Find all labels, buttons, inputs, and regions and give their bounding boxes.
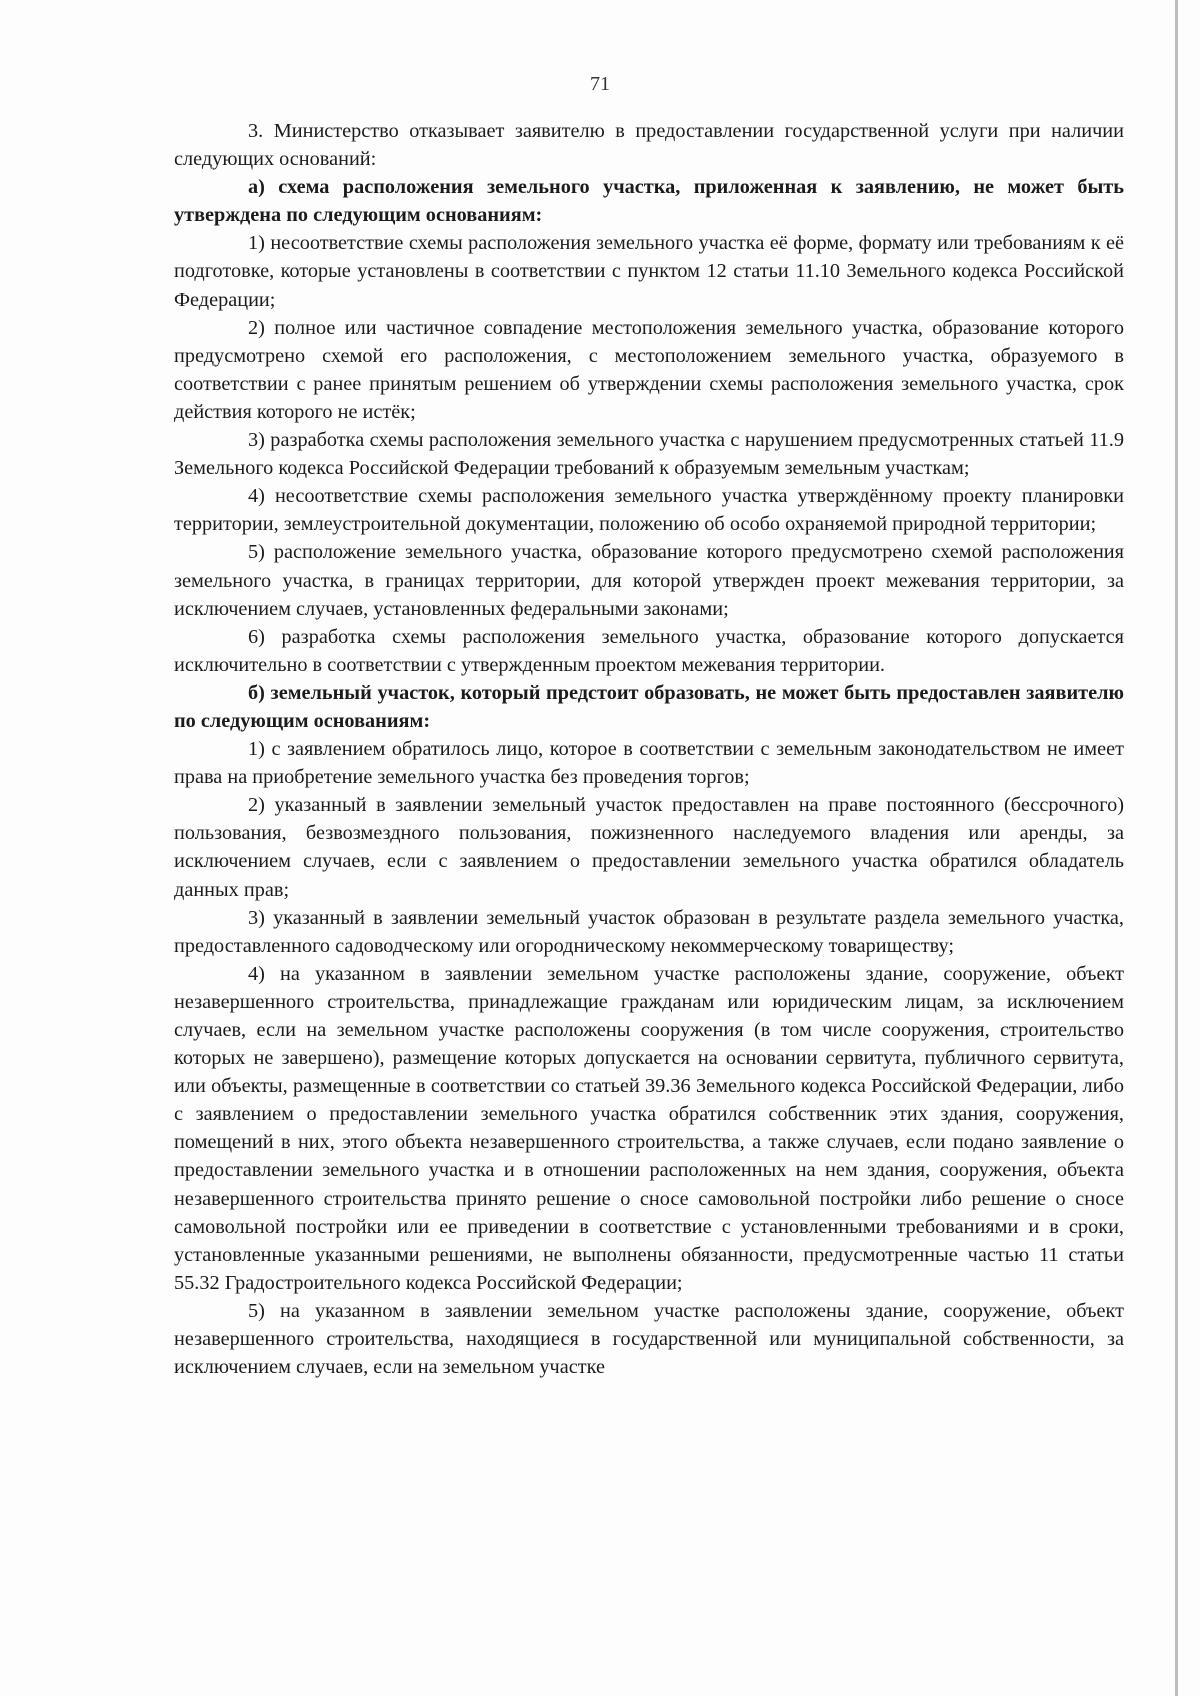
list-item-a-1: 1) несоответствие схемы расположения земельного участка её форме, формату или требованиям к её подготовке, которые установлены в соответствии с пунктом 12 статьи 11.10 Земельного кодекса Российской Федерации;: [174, 232, 1124, 311]
page-edge-shadow: [1175, 0, 1178, 1696]
page-number: 71: [590, 73, 610, 95]
paragraph-intro: 3. Министерство отказывает заявителю в предоставлении государственной услуги при наличии следующих оснований:: [174, 120, 1124, 171]
list-item-a-4: 4) несоответствие схемы расположения земельного участка утверждённому проекту планировки территории, землеустроительной документации, положению об особо охраняемой природной территории;: [174, 485, 1124, 536]
document-body: [174, 117, 1124, 1381]
list-item-b-5: 5) на указанном в заявлении земельном участке расположены здание, сооружение, объект незавершенного строительства, находящиеся в государственной или муниципальной собственности, за исключением случаев, если на земельном участке: [174, 1299, 1124, 1379]
list-item-a-3: 3) разработка схемы расположения земельного участка с нарушением предусмотренных статьей 11.9 Земельного кодекса Российской Федерации требований к образуемым земельным участкам;: [174, 429, 1124, 480]
list-item-a-5: 5) расположение земельного участка, образование которого предусмотрено схемой расположения земельного участка, в границах территории, для которой утвержден проект межевания территории, за исключением случаев, установленных федеральными законами;: [174, 541, 1124, 620]
list-item-a-2: 2) полное или частичное совпадение местоположения земельного участка, образование которого предусмотрено схемой его расположения, с местоположением земельного участка, образуемого в соответствии с ранее принятым решением об утверждении схемы расположения земельного участка, срок действия которого не истёк;: [174, 316, 1124, 423]
list-item-b-4: 4) на указанном в заявлении земельном участке расположены здание, сооружение, объект незавершенного строительства, принадлежащие гражданам или юридическим лицам, за исключением случаев, если на земельном участке расположены сооружения (в том числе сооружения, строительство которых не завершено), размещение которых допускается на основании сервитута, публичного сервитута, или объекты, размещенные в соответствии со статьей 39.36 Земельного кодекса Российской Федерации, либо с заявлением о предоставлении земельного участка обратился собственник этих здания, сооружения, помещений в них, этого объекта незавершенного строительства, а также случаев, если подано заявление о предоставлении земельного участка и в отношении расположенных на нем здания, сооружения, объекта незавершенного строительства принято решение о сносе самовольной постройки либо решение о сносе самовольной постройки или ее приведении в соответствие с установленными требованиями и в сроки, установленные указанными решениями, не выполнены обязанности, предусмотренные частью 11 статьи 55.32 Градостроительного кодекса Российской Федерации;: [174, 962, 1124, 1294]
section-heading-b: б) земельный участок, который предстоит образовать, не может быть предоставлен заявителю по следующим основаниям:: [174, 681, 1124, 732]
section-heading-a: а) схема расположения земельного участка, приложенная к заявлению, не может быть утверждена по следующим основаниям:: [174, 176, 1124, 227]
list-item-b-2: 2) указанный в заявлении земельный участок предоставлен на праве постоянного (бессрочного) пользования, безвозмездного пользования, пожизненного наследуемого владения или аренды, за исключением случаев, если с заявлением о предоставлении земельного участка обратился обладатель данных прав;: [174, 794, 1124, 901]
list-item-a-6: 6) разработка схемы расположения земельного участка, образование которого допускается исключительно в соответствии с утвержденным проектом межевания территории.: [174, 625, 1124, 676]
list-item-b-3: 3) указанный в заявлении земельный участок образован в результате раздела земельного участка, предоставленного садоводческому или огородническому некоммерческому товариществу;: [174, 906, 1124, 957]
list-item-b-1: 1) с заявлением обратилось лицо, которое в соответствии с земельным законодательством не имеет права на приобретение земельного участка без проведения торгов;: [174, 738, 1124, 789]
